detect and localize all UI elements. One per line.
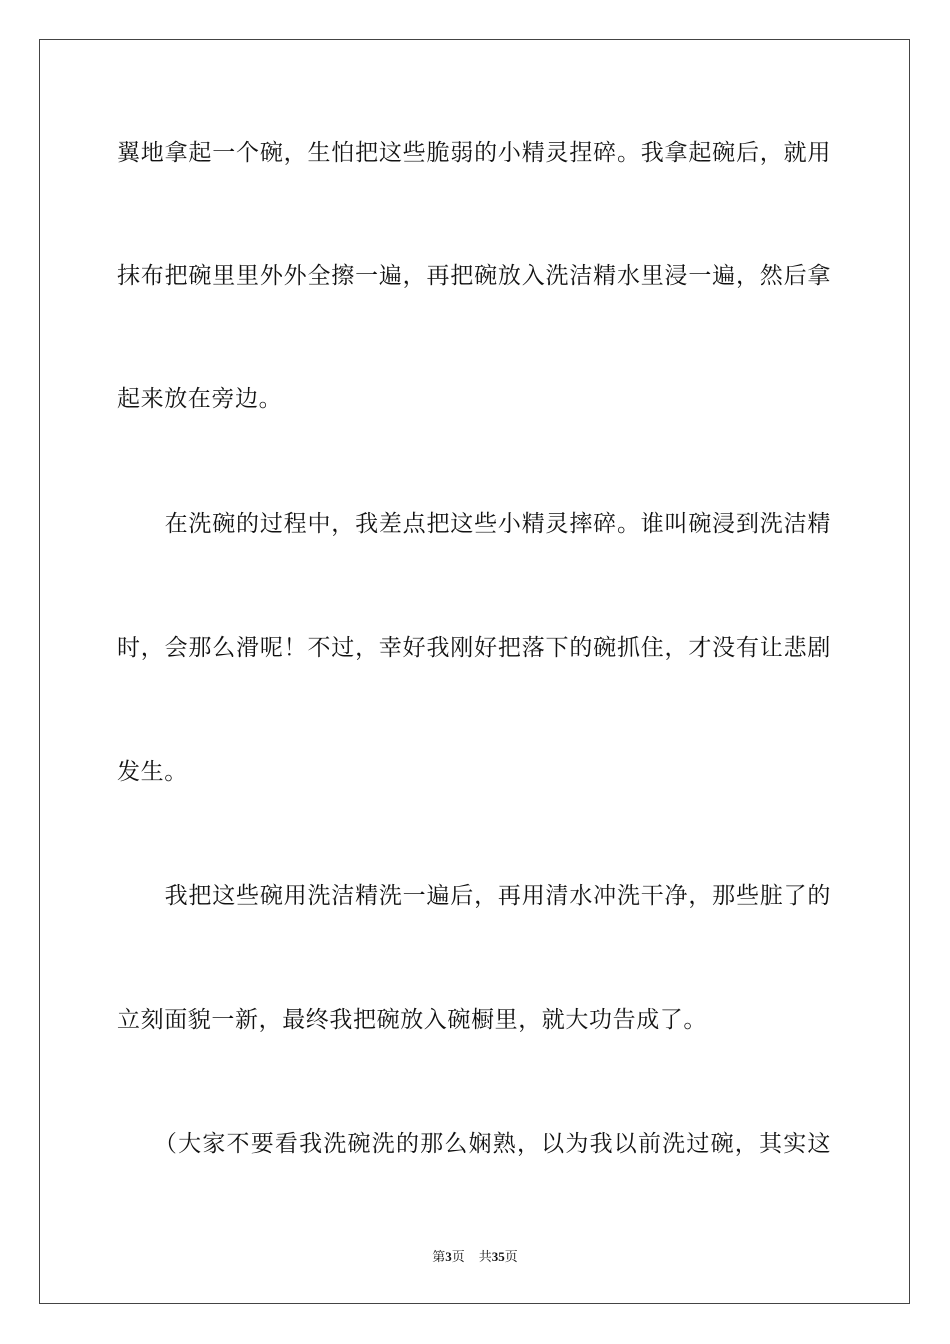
text-line-6: 发生。 xyxy=(117,759,188,785)
current-page-number: 3 xyxy=(445,1249,452,1264)
text-line-5: 时，会那么滑呢！不过，幸好我刚好把落下的碗抓住，才没有让悲剧 xyxy=(117,635,831,661)
page-footer xyxy=(0,1248,950,1267)
text-line-9: （大家不要看我洗碗洗的那么娴熟，以为我以前洗过碗，其实这 xyxy=(117,1131,831,1157)
page-border xyxy=(39,39,910,1304)
text-line-8: 立刻面貌一新，最终我把碗放入碗橱里，就大功告成了。 xyxy=(117,1007,707,1033)
total-page-number: 35 xyxy=(491,1249,505,1264)
page-prefix: 第 xyxy=(432,1250,446,1265)
total-suffix: 页 xyxy=(504,1250,518,1265)
text-line-4: 在洗碗的过程中，我差点把这些小精灵摔碎。谁叫碗浸到洗洁精 xyxy=(117,511,831,537)
total-prefix: 共 xyxy=(478,1250,492,1265)
text-line-1: 翼地拿起一个碗，生怕把这些脆弱的小精灵捏碎。我拿起碗后，就用 xyxy=(117,140,831,166)
text-line-2: 抹布把碗里里外外全擦一遍，再把碗放入洗洁精水里浸一遍，然后拿 xyxy=(117,263,831,289)
text-line-3: 起来放在旁边。 xyxy=(117,386,283,412)
text-line-7: 我把这些碗用洗洁精洗一遍后，再用清水冲洗干净，那些脏了的 xyxy=(117,883,831,909)
page-suffix: 页 xyxy=(451,1250,465,1265)
